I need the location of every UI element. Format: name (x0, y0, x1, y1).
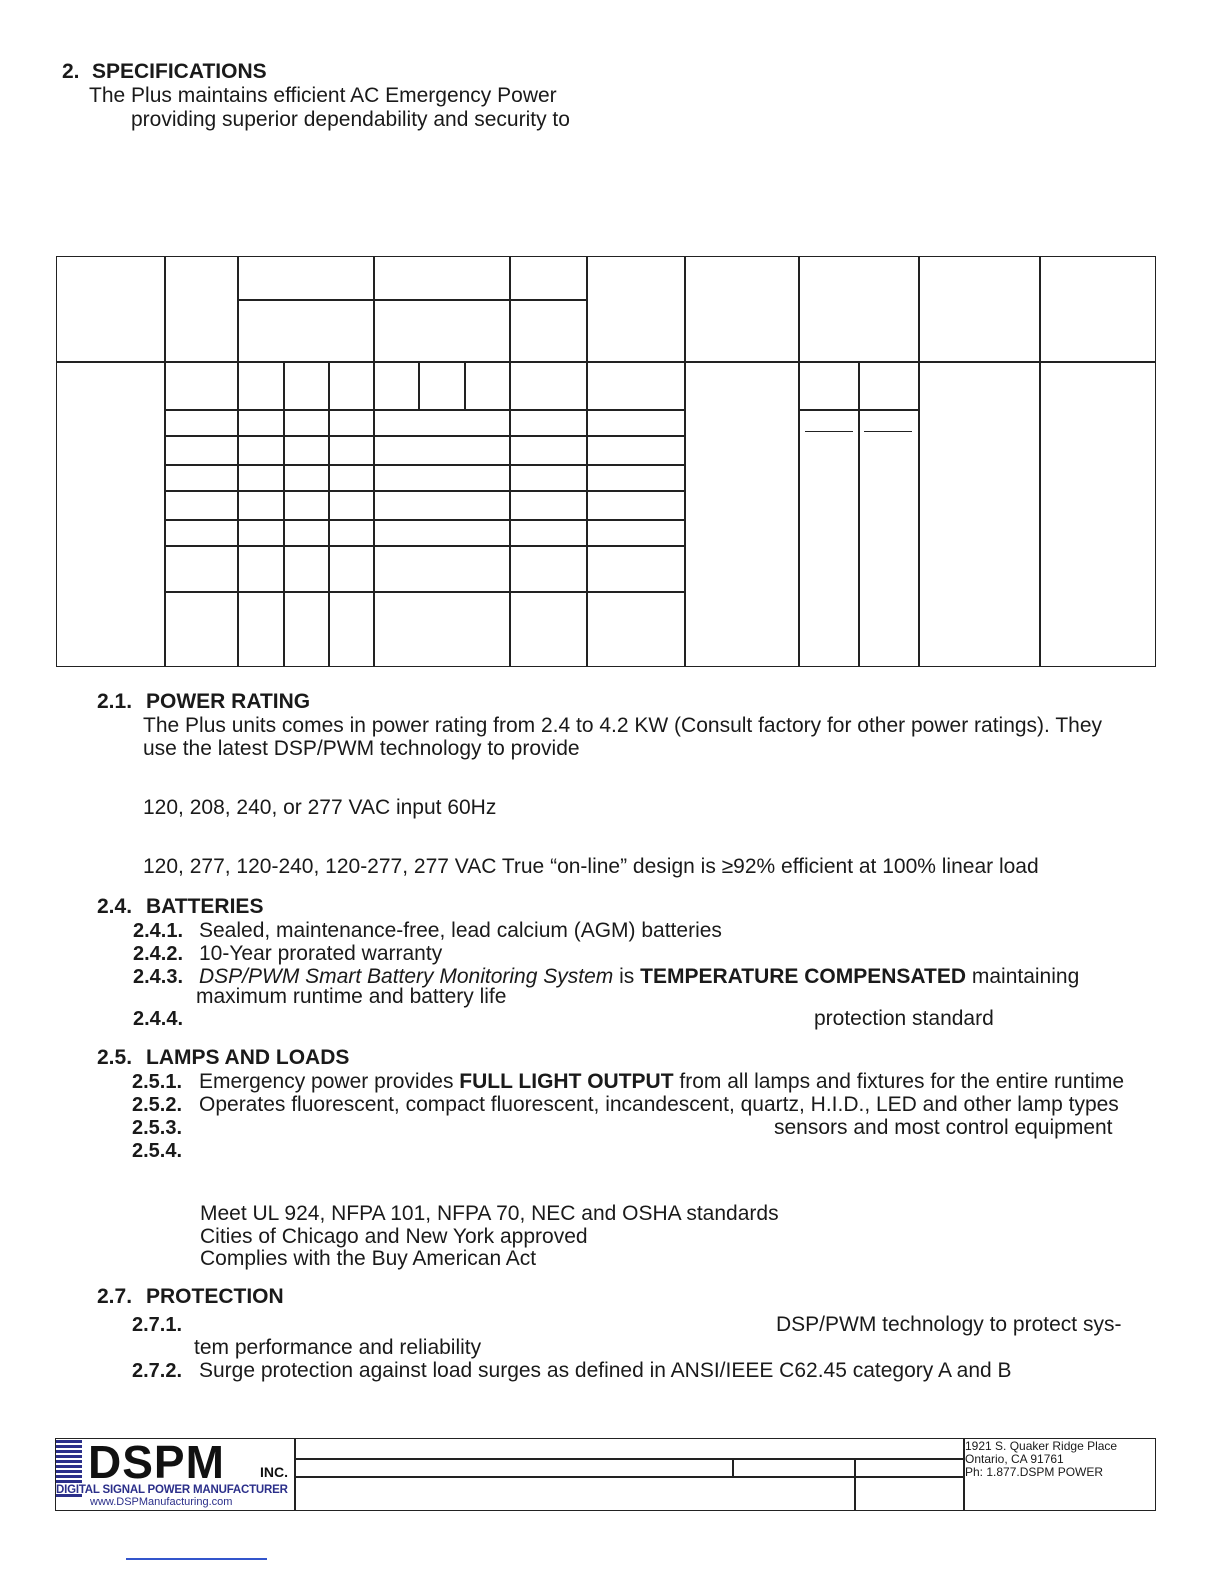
lamp-item-number: 2.5.4. (132, 1140, 183, 1162)
power-rating-line-1: The Plus units comes in power rating from 2.4 to 4.2 KW (Consult factory for other power ratings). They (143, 714, 1103, 737)
battery-item-number: 2.4.3. (133, 966, 184, 988)
spec-table (0, 0, 1224, 700)
batteries-number: 2.4. (97, 895, 133, 918)
full-light-output-label: FULL LIGHT OUTPUT (459, 1070, 674, 1093)
dspm-logo (56, 1436, 294, 1510)
spec-table-border (56, 256, 1156, 667)
lamp-item-text: sensors and most control equipment (774, 1116, 1113, 1139)
battery-item-text: Sealed, maintenance-free, lead calcium (AGM) batteries (199, 919, 722, 942)
lamp-item-text: Emergency power provides FULL LIGHT OUTPUT from all lamps and fixtures for the entire runtime (199, 1070, 1125, 1093)
lamps-title: LAMPS AND LOADS (146, 1046, 350, 1069)
protection-item-text: Surge protection against load surges as defined in ANSI/IEEE C62.45 category A and B (199, 1359, 1012, 1382)
standards-line: Meet UL 924, NFPA 101, NFPA 70, NEC and OSHA standards (200, 1202, 779, 1225)
section-title: SPECIFICATIONS (92, 60, 267, 83)
lamp-item-number: 2.5.2. (132, 1094, 183, 1116)
battery-item-continuation: maximum runtime and battery life (196, 985, 507, 1008)
lamp-item-number: 2.5.1. (132, 1071, 183, 1093)
protection-number: 2.7. (97, 1285, 133, 1308)
battery-item-text: 10-Year prorated warranty (199, 942, 443, 965)
protection-item-number: 2.7.1. (132, 1314, 183, 1336)
standards-line: Complies with the Buy American Act (200, 1247, 537, 1270)
logo-suffix: INC. (260, 1464, 288, 1480)
lamps-number: 2.5. (97, 1046, 133, 1069)
logo-wordmark: DSPM (88, 1436, 225, 1488)
battery-item-number: 2.4.2. (133, 943, 184, 965)
protection-item-number: 2.7.2. (132, 1360, 183, 1382)
battery-item-text: protection standard (814, 1007, 994, 1030)
power-rating-title: POWER RATING (146, 690, 311, 713)
lamp-item-number: 2.5.3. (132, 1117, 183, 1139)
standards-line: Cities of Chicago and New York approved (200, 1225, 588, 1248)
input-voltage-text: 120, 208, 240, or 277 VAC input 60Hz (143, 796, 497, 819)
battery-item-number: 2.4.4. (133, 1008, 184, 1030)
intro-line-2: providing superior dependability and security to (131, 108, 570, 131)
link-underline (126, 1558, 267, 1560)
power-rating-line-2: use the latest DSP/PWM technology to provide (143, 737, 580, 760)
logo-url: www.DSPManufacturing.com (90, 1496, 233, 1508)
logo-tagline: DIGITAL SIGNAL POWER MANUFACTURER (56, 1484, 288, 1496)
temperature-compensated-label: TEMPERATURE COMPENSATED (640, 965, 967, 988)
address-line-1: 1921 S. Quaker Ridge Place (965, 1439, 1118, 1453)
output-voltage-text: 120, 277, 120-240, 120-277, 277 VAC True “on-line” design is ≥92% efficient at 100% linear load (143, 855, 1039, 878)
section-number: 2. (62, 60, 80, 83)
intro-line-1: The Plus maintains efficient AC Emergency Power (89, 84, 557, 107)
protection-item-continuation: tem performance and reliability (194, 1336, 482, 1359)
power-rating-number: 2.1. (97, 690, 133, 713)
protection-title: PROTECTION (146, 1285, 284, 1308)
phone-number: Ph: 1.877.DSPM POWER (965, 1465, 1104, 1479)
lamp-item-text: Operates fluorescent, compact fluorescent, incandescent, quartz, H.I.D., LED and other lamp types (199, 1093, 1119, 1116)
battery-item-text: DSP/PWM Smart Battery Monitoring System is TEMPERATURE COMPENSATED maintaining (199, 965, 1080, 988)
battery-item-number: 2.4.1. (133, 920, 184, 942)
protection-item-text: DSP/PWM technology to protect sys- (776, 1313, 1122, 1336)
battery-monitoring-system-name: DSP/PWM Smart Battery Monitoring System (199, 965, 614, 988)
address-line-2: Ontario, CA 91761 (965, 1452, 1064, 1466)
batteries-title: BATTERIES (146, 895, 264, 918)
